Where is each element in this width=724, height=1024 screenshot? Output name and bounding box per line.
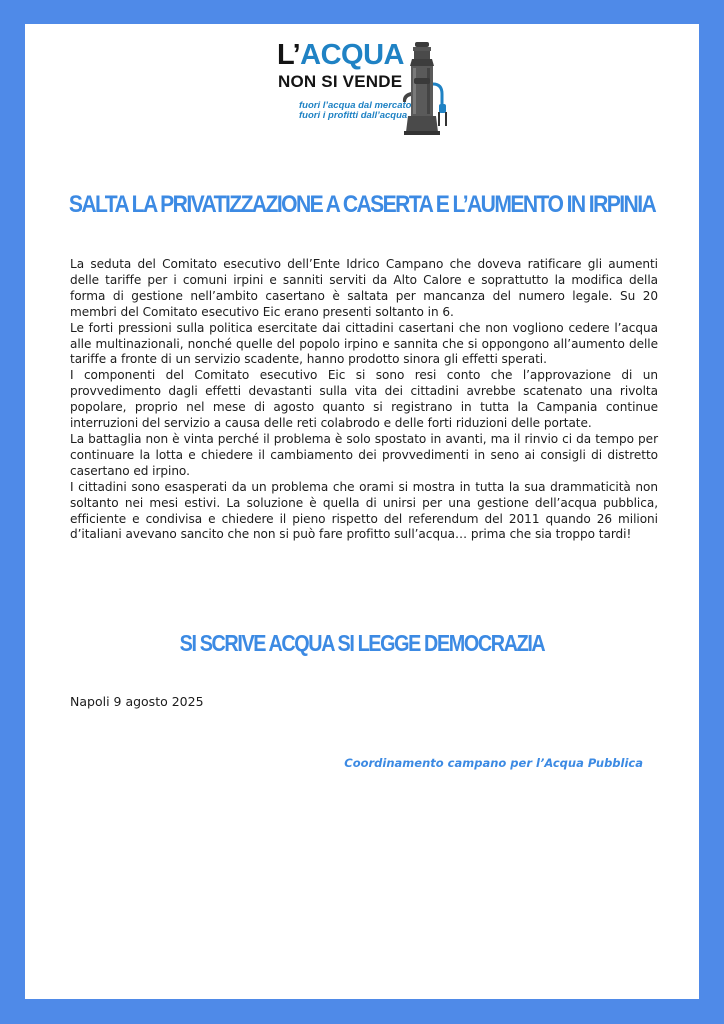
- logo-subtitle: NON SI VENDE: [278, 72, 403, 91]
- logo: [277, 40, 451, 135]
- closing-slogan: SI SCRIVE ACQUA SI LEGGE DEMOCRAZIA: [179, 630, 545, 656]
- logo-tagline-1: fuori l’acqua dal mercato: [299, 100, 412, 111]
- page-title: SALTA LA PRIVATIZZAZIONE A CASERTA E L’AUMENTO IN IRPINIA: [68, 191, 656, 218]
- logo-title-accent: ACQUA: [300, 39, 405, 71]
- logo-tagline-2: fuori i profitti dall’acqua: [299, 110, 408, 121]
- body-text: [70, 257, 658, 543]
- logo-title: [277, 40, 404, 70]
- water-fountain-icon: [400, 40, 452, 135]
- paragraph: Le forti pressioni sulla politica esercitate dai cittadini casertani che non vogliono cedere l’acqua alle multinazionali, nonché quelle del popolo irpino e sannita che si oppongono all’aumento delle tariffe a fronte di un servizio scadente, hanno prodotto sinora gli effetti sperati.: [70, 320, 658, 367]
- paragraph: I componenti del Comitato esecutivo Eic si sono resi conto che l’approvazione di un provvedimento dagli effetti devastanti sulla vita dei cittadini avrebbe scatenato una rivolta popolare, proprio nel mese di agosto quanto si registrano in tutta la Campania continue interruzioni del servizio a causa delle reti colabrodo e delle forti riduzioni delle portate.: [70, 368, 658, 431]
- paragraph: La battaglia non è vinta perché il problema è solo spostato in avanti, ma il rinvio ci da tempo per continuare la lotta e chiedere il cambiamento dei provvedimenti in seno ai consigli di distretto casertano ed irpino.: [70, 431, 658, 478]
- signature-organization: Coordinamento campano per l’Acqua Pubblica: [344, 756, 643, 770]
- place-date: Napoli 9 agosto 2025: [70, 694, 204, 709]
- paragraph: La seduta del Comitato esecutivo dell’Ente Idrico Campano che doveva ratificare gli aumenti delle tariffe per i comuni irpini e sanniti serviti da Alto Calore e soprattutto la modifica della forma di gestione nell’ambito casertano è saltata per mancanza del numero legale. Su 20 membri del Comitato esecutivo Eic erano presenti soltanto in 6.: [70, 257, 658, 319]
- logo-title-prefix: L’: [277, 39, 301, 71]
- paragraph: I cittadini sono esasperati da un problema che orami si mostra in tutta la sua drammaticità non soltanto nei mesi estivi. La soluzione è quella di unirsi per una gestione dell’acqua pubblica, efficiente e condivisa e chiedere il pieno rispetto del referendum del 2011 quando 26 milioni d’italiani avevano sancito che non si può fare profitto sull’acqua… prima che sia troppo tardi!: [70, 479, 658, 542]
- document-page: [25, 24, 699, 999]
